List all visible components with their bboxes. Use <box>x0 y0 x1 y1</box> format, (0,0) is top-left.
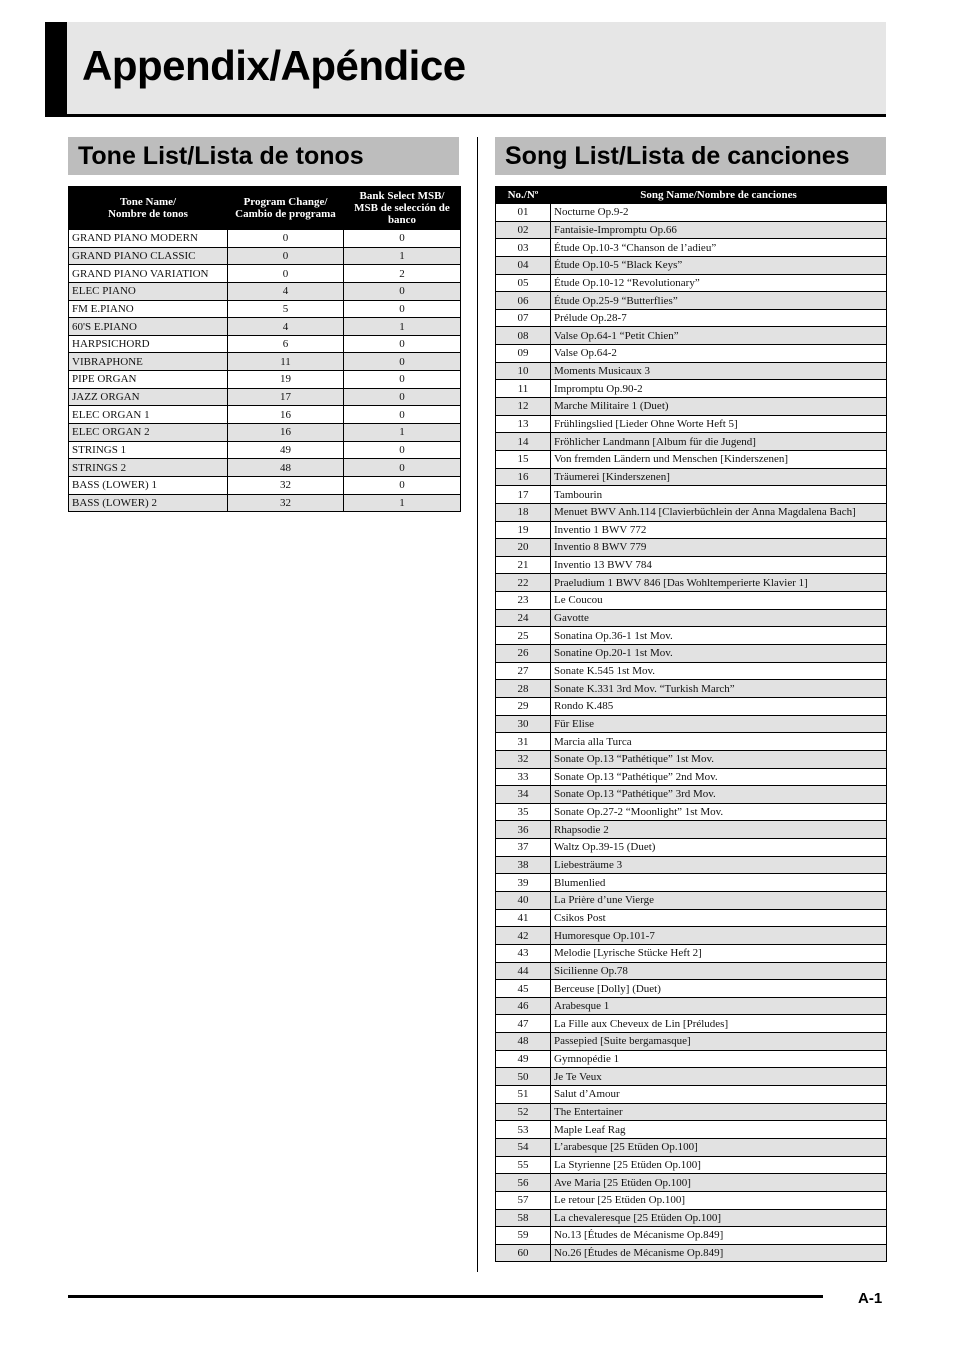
song-name-cell: Praeludium 1 BWV 846 [Das Wohltemperierte Klavier 1] <box>551 574 887 592</box>
song-number-cell: 24 <box>496 609 551 627</box>
table-row <box>496 680 887 698</box>
song-number-cell: 48 <box>496 1033 551 1051</box>
song-number-cell: 59 <box>496 1227 551 1245</box>
bank-select-header <box>344 187 461 230</box>
song-name-cell: Ave Maria [25 Etüden Op.100] <box>551 1174 887 1192</box>
tone-name-cell: VIBRAPHONE <box>69 353 228 371</box>
table-row <box>496 239 887 257</box>
bank-select-cell: 0 <box>344 371 461 389</box>
song-number-cell: 33 <box>496 768 551 786</box>
song-list-table <box>495 186 887 1262</box>
table-row <box>496 398 887 416</box>
song-name-cell: Salut d’Amour <box>551 1086 887 1104</box>
table-row <box>496 274 887 292</box>
header-line: Bank Select MSB/ MSB de selección de banco <box>354 190 450 226</box>
song-name-cell: No.13 [Études de Mécanisme Op.849] <box>551 1227 887 1245</box>
table-row <box>496 1015 887 1033</box>
song-name-cell: Csikos Post <box>551 909 887 927</box>
song-number-cell: 29 <box>496 697 551 715</box>
table-row <box>496 1050 887 1068</box>
bank-select-cell: 0 <box>344 353 461 371</box>
table-row <box>496 962 887 980</box>
bank-select-cell: 1 <box>344 494 461 512</box>
song-number-cell: 04 <box>496 256 551 274</box>
page-number: A-1 <box>858 1290 883 1307</box>
song-number-cell: 36 <box>496 821 551 839</box>
table-row <box>496 944 887 962</box>
program-change-cell: 11 <box>228 353 344 371</box>
song-number-cell: 11 <box>496 380 551 398</box>
song-number-cell: 31 <box>496 733 551 751</box>
song-name-cell: Sicilienne Op.78 <box>551 962 887 980</box>
song-name-cell: Sonate Op.13 “Pathétique” 2nd Mov. <box>551 768 887 786</box>
song-name-cell: Passepied [Suite bergamasque] <box>551 1033 887 1051</box>
program-change-cell: 0 <box>228 230 344 248</box>
song-number-cell: 15 <box>496 450 551 468</box>
table-row <box>496 1191 887 1209</box>
song-name-cell: Sonatina Op.36-1 1st Mov. <box>551 627 887 645</box>
table-row <box>496 574 887 592</box>
table-row <box>496 1227 887 1245</box>
program-change-cell: 4 <box>228 318 344 336</box>
song-number-cell: 17 <box>496 486 551 504</box>
header-line: Program Change/ Cambio de programa <box>235 196 336 220</box>
table-row <box>496 309 887 327</box>
header-line: Tone Name/ Nombre de tonos <box>108 196 188 220</box>
table-row <box>496 539 887 557</box>
song-name-cell: Sonate Op.13 “Pathétique” 1st Mov. <box>551 750 887 768</box>
song-number-cell: 22 <box>496 574 551 592</box>
table-row <box>496 697 887 715</box>
song-number-cell: 52 <box>496 1103 551 1121</box>
song-table-header-row <box>496 187 887 204</box>
song-number-cell: 23 <box>496 592 551 610</box>
song-name-cell: Liebesträume 3 <box>551 856 887 874</box>
song-name-cell: Prélude Op.28-7 <box>551 309 887 327</box>
song-number-cell: 03 <box>496 239 551 257</box>
song-number-cell: 32 <box>496 750 551 768</box>
song-number-cell: 12 <box>496 398 551 416</box>
song-name-cell: Melodie [Lyrische Stücke Heft 2] <box>551 944 887 962</box>
bank-select-cell: 1 <box>344 318 461 336</box>
song-name-cell: Nocturne Op.9-2 <box>551 204 887 222</box>
song-name-cell: Menuet BWV Anh.114 [Clavierbüchlein der Anna Magdalena Bach] <box>551 503 887 521</box>
program-change-cell: 6 <box>228 335 344 353</box>
table-row <box>496 733 887 751</box>
tone-table-header-row <box>69 187 461 230</box>
table-row <box>496 1174 887 1192</box>
table-row <box>496 503 887 521</box>
table-row <box>496 556 887 574</box>
song-name-cell: Inventio 13 BWV 784 <box>551 556 887 574</box>
bank-select-cell: 0 <box>344 230 461 248</box>
song-number-cell: 46 <box>496 997 551 1015</box>
table-row <box>496 468 887 486</box>
song-number-cell: 37 <box>496 839 551 857</box>
bank-select-cell: 0 <box>344 388 461 406</box>
table-row <box>69 300 461 318</box>
song-name-cell: Valse Op.64-1 “Petit Chien” <box>551 327 887 345</box>
table-row <box>496 450 887 468</box>
song-name-cell: No.26 [Études de Mécanisme Op.849] <box>551 1244 887 1262</box>
table-row <box>496 750 887 768</box>
tone-name-cell: BASS (LOWER) 1 <box>69 476 228 494</box>
tone-name-header <box>69 187 228 230</box>
song-number-cell: 18 <box>496 503 551 521</box>
table-row <box>69 388 461 406</box>
song-number-cell: 20 <box>496 539 551 557</box>
table-row <box>496 380 887 398</box>
bank-select-cell: 1 <box>344 247 461 265</box>
table-row <box>496 486 887 504</box>
tone-name-cell: ELEC ORGAN 1 <box>69 406 228 424</box>
table-row <box>496 997 887 1015</box>
table-row <box>496 292 887 310</box>
table-row <box>69 459 461 477</box>
bank-select-cell: 0 <box>344 459 461 477</box>
song-name-cell: Étude Op.10-12 “Revolutionary” <box>551 274 887 292</box>
song-number-cell: 07 <box>496 309 551 327</box>
bank-select-cell: 0 <box>344 406 461 424</box>
table-row <box>496 839 887 857</box>
table-row <box>496 1138 887 1156</box>
tone-name-cell: ELEC PIANO <box>69 282 228 300</box>
song-name-cell: Blumenlied <box>551 874 887 892</box>
table-row <box>69 371 461 389</box>
bank-select-cell: 0 <box>344 476 461 494</box>
table-row <box>496 1156 887 1174</box>
tone-name-cell: GRAND PIANO VARIATION <box>69 265 228 283</box>
song-number-cell: 09 <box>496 345 551 363</box>
song-list-title: Song List/Lista de canciones <box>495 137 886 175</box>
song-name-cell: Von fremden Ländern und Menschen [Kinderszenen] <box>551 450 887 468</box>
table-row <box>496 786 887 804</box>
table-row <box>496 627 887 645</box>
song-number-cell: 27 <box>496 662 551 680</box>
song-number-cell: 10 <box>496 362 551 380</box>
tone-name-cell: BASS (LOWER) 2 <box>69 494 228 512</box>
tone-name-cell: STRINGS 2 <box>69 459 228 477</box>
song-name-cell: Arabesque 1 <box>551 997 887 1015</box>
song-number-cell: 51 <box>496 1086 551 1104</box>
song-number-cell: 45 <box>496 980 551 998</box>
program-change-cell: 16 <box>228 406 344 424</box>
tone-name-cell: JAZZ ORGAN <box>69 388 228 406</box>
table-row <box>69 230 461 248</box>
song-number-cell: 02 <box>496 221 551 239</box>
page-title: Appendix/Apéndice <box>82 42 466 89</box>
song-name-cell: Inventio 8 BWV 779 <box>551 539 887 557</box>
song-number-cell: 53 <box>496 1121 551 1139</box>
song-name-cell: Étude Op.10-5 “Black Keys” <box>551 256 887 274</box>
song-number-cell: 56 <box>496 1174 551 1192</box>
table-row <box>496 821 887 839</box>
table-row <box>496 980 887 998</box>
table-row <box>496 909 887 927</box>
table-row <box>496 327 887 345</box>
song-number-cell: 39 <box>496 874 551 892</box>
column-divider <box>477 137 478 1272</box>
song-name-cell: Impromptu Op.90-2 <box>551 380 887 398</box>
song-name-cell: Träumerei [Kinderszenen] <box>551 468 887 486</box>
tone-name-cell: GRAND PIANO MODERN <box>69 230 228 248</box>
table-row <box>69 265 461 283</box>
table-row <box>496 856 887 874</box>
song-name-cell: Marche Militaire 1 (Duet) <box>551 398 887 416</box>
song-number-cell: 21 <box>496 556 551 574</box>
song-number-cell: 47 <box>496 1015 551 1033</box>
table-row <box>69 476 461 494</box>
song-number-cell: 44 <box>496 962 551 980</box>
table-row <box>496 715 887 733</box>
song-name-cell: La Prière d’une Vierge <box>551 891 887 909</box>
song-name-cell: Inventio 1 BWV 772 <box>551 521 887 539</box>
bank-select-cell: 0 <box>344 441 461 459</box>
table-row <box>496 256 887 274</box>
bank-select-cell: 0 <box>344 335 461 353</box>
song-name-cell: Berceuse [Dolly] (Duet) <box>551 980 887 998</box>
table-row <box>69 282 461 300</box>
table-row <box>69 406 461 424</box>
song-number-cell: 41 <box>496 909 551 927</box>
song-name-cell: Le Coucou <box>551 592 887 610</box>
song-number-header: No./Nº <box>496 187 551 204</box>
song-name-cell: Frühlingslied [Lieder Ohne Worte Heft 5] <box>551 415 887 433</box>
table-row <box>496 645 887 663</box>
table-row <box>496 927 887 945</box>
song-number-cell: 14 <box>496 433 551 451</box>
song-number-cell: 30 <box>496 715 551 733</box>
song-name-cell: La Styrienne [25 Etüden Op.100] <box>551 1156 887 1174</box>
song-number-cell: 08 <box>496 327 551 345</box>
table-row <box>496 1103 887 1121</box>
song-name-cell: L’arabesque [25 Etüden Op.100] <box>551 1138 887 1156</box>
tone-list-table <box>68 186 461 512</box>
song-name-cell: Gavotte <box>551 609 887 627</box>
table-row <box>496 1068 887 1086</box>
song-name-cell: Fröhlicher Landmann [Album für die Jugend] <box>551 433 887 451</box>
song-name-cell: Moments Musicaux 3 <box>551 362 887 380</box>
table-row <box>496 362 887 380</box>
header-accent-bar <box>45 22 67 114</box>
table-row <box>69 335 461 353</box>
song-name-cell: Rondo K.485 <box>551 697 887 715</box>
song-number-cell: 55 <box>496 1156 551 1174</box>
song-name-cell: Fantaisie-Impromptu Op.66 <box>551 221 887 239</box>
song-number-cell: 49 <box>496 1050 551 1068</box>
song-name-cell: Le retour [25 Etüden Op.100] <box>551 1191 887 1209</box>
song-number-cell: 38 <box>496 856 551 874</box>
table-row <box>496 521 887 539</box>
song-number-cell: 50 <box>496 1068 551 1086</box>
song-number-cell: 19 <box>496 521 551 539</box>
table-row <box>496 1244 887 1262</box>
song-name-cell: Rhapsodie 2 <box>551 821 887 839</box>
program-change-cell: 16 <box>228 424 344 442</box>
table-row <box>496 433 887 451</box>
program-change-cell: 19 <box>228 371 344 389</box>
song-name-cell: Étude Op.25-9 “Butterflies” <box>551 292 887 310</box>
song-number-cell: 35 <box>496 803 551 821</box>
tone-name-cell: ELEC ORGAN 2 <box>69 424 228 442</box>
song-name-cell: Maple Leaf Rag <box>551 1121 887 1139</box>
table-row <box>69 353 461 371</box>
bank-select-cell: 0 <box>344 300 461 318</box>
song-number-cell: 54 <box>496 1138 551 1156</box>
tone-name-cell: FM E.PIANO <box>69 300 228 318</box>
song-name-cell: Sonate Op.27-2 “Moonlight” 1st Mov. <box>551 803 887 821</box>
tone-name-cell: 60'S E.PIANO <box>69 318 228 336</box>
table-row <box>496 874 887 892</box>
song-name-cell: Sonate K.331 3rd Mov. “Turkish March” <box>551 680 887 698</box>
song-name-cell: Waltz Op.39-15 (Duet) <box>551 839 887 857</box>
song-number-cell: 13 <box>496 415 551 433</box>
table-row <box>496 221 887 239</box>
song-name-cell: Sonate Op.13 “Pathétique” 3rd Mov. <box>551 786 887 804</box>
song-name-cell: Sonate K.545 1st Mov. <box>551 662 887 680</box>
table-row <box>496 891 887 909</box>
table-row <box>496 1033 887 1051</box>
program-change-cell: 4 <box>228 282 344 300</box>
table-row <box>496 345 887 363</box>
table-row <box>69 318 461 336</box>
song-number-cell: 57 <box>496 1191 551 1209</box>
tone-list-title: Tone List/Lista de tonos <box>68 137 459 175</box>
bank-select-cell: 0 <box>344 282 461 300</box>
table-row <box>496 204 887 222</box>
table-row <box>496 609 887 627</box>
song-name-cell: Étude Op.10-3 “Chanson de l’adieu” <box>551 239 887 257</box>
table-row <box>69 494 461 512</box>
song-name-cell: Marcia alla Turca <box>551 733 887 751</box>
bank-select-cell: 2 <box>344 265 461 283</box>
song-number-cell: 16 <box>496 468 551 486</box>
song-number-cell: 26 <box>496 645 551 663</box>
program-change-cell: 49 <box>228 441 344 459</box>
table-row <box>69 247 461 265</box>
table-row <box>496 803 887 821</box>
song-name-cell: Für Elise <box>551 715 887 733</box>
song-name-cell: La Fille aux Cheveux de Lin [Préludes] <box>551 1015 887 1033</box>
program-change-cell: 0 <box>228 265 344 283</box>
page-header <box>45 22 886 117</box>
song-number-cell: 25 <box>496 627 551 645</box>
song-number-cell: 60 <box>496 1244 551 1262</box>
program-change-cell: 5 <box>228 300 344 318</box>
song-name-cell: Tambourin <box>551 486 887 504</box>
song-number-cell: 28 <box>496 680 551 698</box>
table-row <box>496 1086 887 1104</box>
table-row <box>496 415 887 433</box>
program-change-cell: 0 <box>228 247 344 265</box>
song-name-cell: The Entertainer <box>551 1103 887 1121</box>
tone-name-cell: STRINGS 1 <box>69 441 228 459</box>
footer-rule <box>68 1295 823 1298</box>
table-row <box>496 768 887 786</box>
song-number-cell: 01 <box>496 204 551 222</box>
song-name-cell: Sonatine Op.20-1 1st Mov. <box>551 645 887 663</box>
song-number-cell: 42 <box>496 927 551 945</box>
song-number-cell: 06 <box>496 292 551 310</box>
song-name-cell: Gymnopédie 1 <box>551 1050 887 1068</box>
table-row <box>69 441 461 459</box>
song-name-cell: Humoresque Op.101-7 <box>551 927 887 945</box>
song-name-header: Song Name/Nombre de canciones <box>551 187 887 204</box>
song-number-cell: 58 <box>496 1209 551 1227</box>
tone-name-cell: PIPE ORGAN <box>69 371 228 389</box>
song-name-cell: La chevaleresque [25 Etüden Op.100] <box>551 1209 887 1227</box>
song-number-cell: 05 <box>496 274 551 292</box>
song-name-cell: Valse Op.64-2 <box>551 345 887 363</box>
table-row <box>496 1209 887 1227</box>
song-name-cell: Je Te Veux <box>551 1068 887 1086</box>
tone-name-cell: GRAND PIANO CLASSIC <box>69 247 228 265</box>
table-row <box>496 1121 887 1139</box>
table-row <box>69 424 461 442</box>
program-change-cell: 48 <box>228 459 344 477</box>
song-number-cell: 43 <box>496 944 551 962</box>
program-change-cell: 17 <box>228 388 344 406</box>
program-change-cell: 32 <box>228 494 344 512</box>
bank-select-cell: 1 <box>344 424 461 442</box>
program-change-header <box>228 187 344 230</box>
song-number-cell: 34 <box>496 786 551 804</box>
table-row <box>496 592 887 610</box>
tone-name-cell: HARPSICHORD <box>69 335 228 353</box>
table-row <box>496 662 887 680</box>
program-change-cell: 32 <box>228 476 344 494</box>
song-number-cell: 40 <box>496 891 551 909</box>
